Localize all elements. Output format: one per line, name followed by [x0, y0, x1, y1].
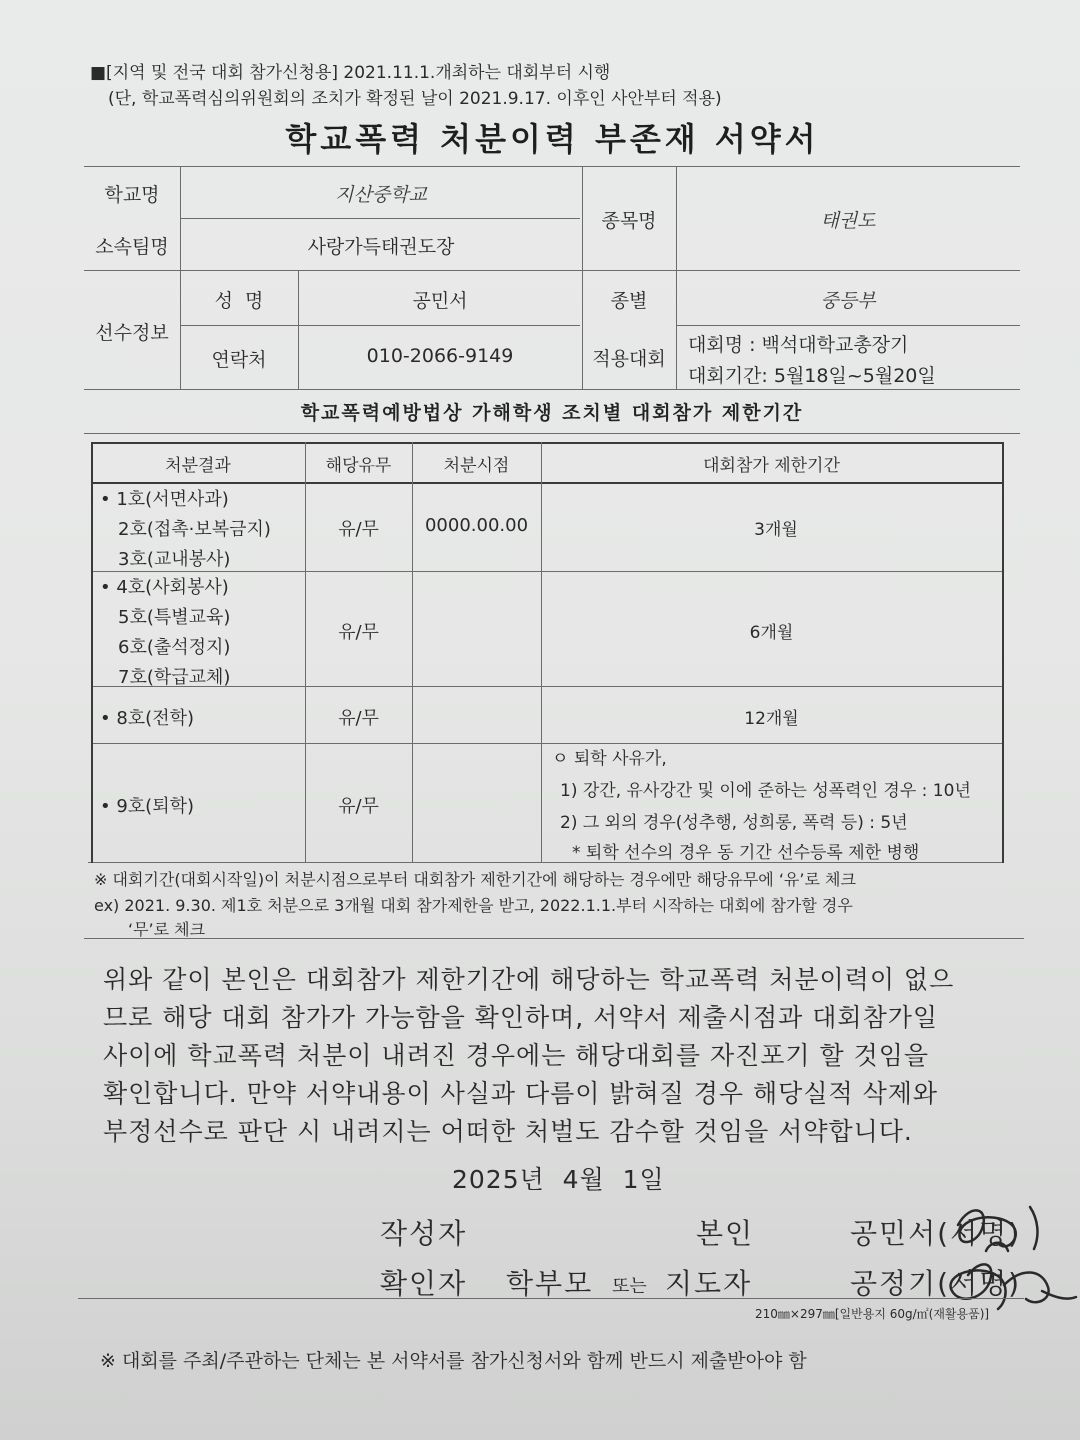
team-value: 사랑가득태권도장 [307, 236, 455, 258]
info-table-col-line [676, 166, 677, 389]
confirmer-or: 또는 [612, 1276, 647, 1297]
contact-label: 연락처 [211, 349, 267, 371]
signature-divider [78, 1298, 1024, 1299]
row3-period: 12개월 [744, 709, 799, 729]
footer-note: ※ 대회를 주최/주관하는 단체는 본 서약서를 참가신청서와 함께 반드시 제출받아야 함 [100, 1350, 807, 1372]
contact-value: 010-2066-9149 [366, 345, 514, 367]
confirmer-coach: 지도자 [665, 1267, 753, 1300]
pledge-line: 부정선수로 판단 시 내려지는 어떠한 처벌도 감수할 것임을 서약합니다. [103, 1117, 913, 1146]
pledge-line: 므로 해당 대회 참가가 가능함을 확인하며, 서약서 제출시점과 대회참가일 [103, 1003, 939, 1032]
pledge-date: 2025년 4월 1일 [452, 1165, 665, 1194]
row2-item: 5호(특별교육) [118, 607, 231, 628]
confirmer-label: 확인자 [380, 1267, 468, 1300]
row1-item: 3호(교내봉사) [118, 549, 231, 570]
name-label: 성 명 [214, 290, 264, 312]
competition-period: 대회기간: 5월18일~5월20일 [688, 365, 936, 387]
header-disposition: 처분결과 [165, 456, 231, 476]
note-line-2: ex) 2021. 9.30. 제1호 처분으로 3개월 대회 참가제한을 받고, 2022.1.1.부터 시작하는 대회에 참가할 경우 [94, 896, 853, 915]
info-table-bottom-border [84, 389, 1020, 390]
restriction-heading: 학교폭력예방법상 가해학생 조치별 대회참가 제한기간 [300, 402, 804, 424]
row3-item: • 8호(전학) [100, 708, 194, 729]
row4-item: • 9호(퇴학) [100, 796, 194, 817]
writer-name: 공민서(서명) [850, 1217, 1022, 1250]
notice-line-1: ■[지역 및 전국 대회 참가신청용] 2021.11.1.개최하는 대회부터 시행 [90, 63, 611, 83]
header-date: 처분시점 [443, 456, 510, 476]
restriction-table-row-line [91, 743, 1002, 744]
school-value: 지산중학교 [335, 184, 427, 206]
restriction-table-col-line [91, 442, 93, 863]
restriction-table-top-border [91, 442, 1002, 444]
pledge-line: 확인합니다. 만약 서약내용이 사실과 다름이 밝혀질 경우 해당실적 삭제와 [103, 1079, 939, 1108]
info-table-top-border [84, 166, 1020, 167]
note-line-3: ‘무’로 체크 [128, 920, 206, 939]
event-label: 종목명 [601, 210, 657, 232]
row2-applicable: 유/무 [338, 622, 379, 643]
row1-date: 0000.00.00 [424, 515, 529, 536]
row2-period: 6개월 [749, 623, 794, 643]
document-title: 학교폭력 처분이력 부존재 서약서 [285, 120, 820, 158]
header-period: 대회참가 제한기간 [703, 456, 840, 476]
pledge-line: 사이에 학교폭력 처분이 내려진 경우에는 해당대회를 자진포기 할 것임을 [103, 1041, 930, 1070]
info-table-line [180, 325, 580, 326]
row2-item: • 4호(사회봉사) [100, 577, 229, 598]
restriction-table-col-line [1002, 442, 1004, 863]
school-label: 학교명 [104, 184, 160, 206]
row4-period-line: ㅇ 퇴학 사유가, [552, 749, 667, 769]
note-line-1: ※ 대회기간(대회시작일)이 처분시점으로부터 대회참가 제한기간에 해당하는 경우에만 해당유무에 ‘유’로 체크 [94, 870, 856, 889]
info-table-line [676, 325, 1020, 326]
pledge-line: 위와 같이 본인은 대회참가 제한기간에 해당하는 학교폭력 처분이력이 없으 [103, 965, 955, 994]
row4-applicable: 유/무 [338, 796, 379, 817]
notes-divider [84, 938, 1024, 939]
row1-item: 2호(접촉·보복금지) [118, 519, 271, 540]
restriction-table-header-line [91, 482, 1002, 484]
confirmer-parent: 학부모 [506, 1267, 594, 1300]
header-applicable: 해당유무 [325, 456, 392, 476]
row3-applicable: 유/무 [338, 708, 379, 729]
row2-item: 7호(학급교체) [118, 667, 231, 688]
info-table-line [84, 270, 1020, 271]
row2-item: 6호(출석정지) [118, 637, 231, 658]
category-value: 중등부 [820, 290, 876, 312]
row1-item: • 1호(서면사과) [100, 489, 229, 510]
confirmer-name: 공정기(서명) [850, 1267, 1022, 1300]
competition-label: 적용대회 [592, 348, 666, 370]
row4-period-line: 2) 그 외의 경우(성추행, 성희롱, 폭력 등) : 5년 [560, 813, 908, 833]
writer-label: 작성자 [380, 1217, 468, 1250]
row4-period-line: 1) 강간, 유사강간 및 이에 준하는 성폭력인 경우 : 10년 [560, 781, 971, 801]
team-label: 소속팀명 [95, 236, 169, 258]
info-table-line [180, 218, 580, 219]
category-label: 종별 [610, 290, 648, 312]
restriction-table-col-line [412, 442, 413, 863]
notice-line-2: (단, 학교폭력심의위원회의 조치가 확정된 날이 2021.9.17. 이후인 사안부터 적용) [108, 89, 722, 109]
athlete-info-label: 선수정보 [95, 322, 169, 344]
competition-name: 대회명 : 백석대학교총장기 [688, 334, 909, 356]
paper-spec: 210㎜×297㎜[일반용지 60g/㎡(재활용품)] [755, 1307, 990, 1321]
restriction-table-col-line [541, 442, 542, 863]
restriction-table-row-line [91, 571, 1002, 572]
row1-period: 3개월 [754, 520, 798, 540]
row4-period-line: * 퇴학 선수의 경우 동 기간 선수등록 제한 병행 [572, 843, 920, 863]
writer-role: 본인 [696, 1217, 755, 1250]
row1-applicable: 유/무 [338, 519, 379, 540]
restriction-heading-line [84, 433, 1020, 434]
name-value: 공민서 [412, 290, 468, 312]
event-value: 태권도 [820, 210, 876, 232]
